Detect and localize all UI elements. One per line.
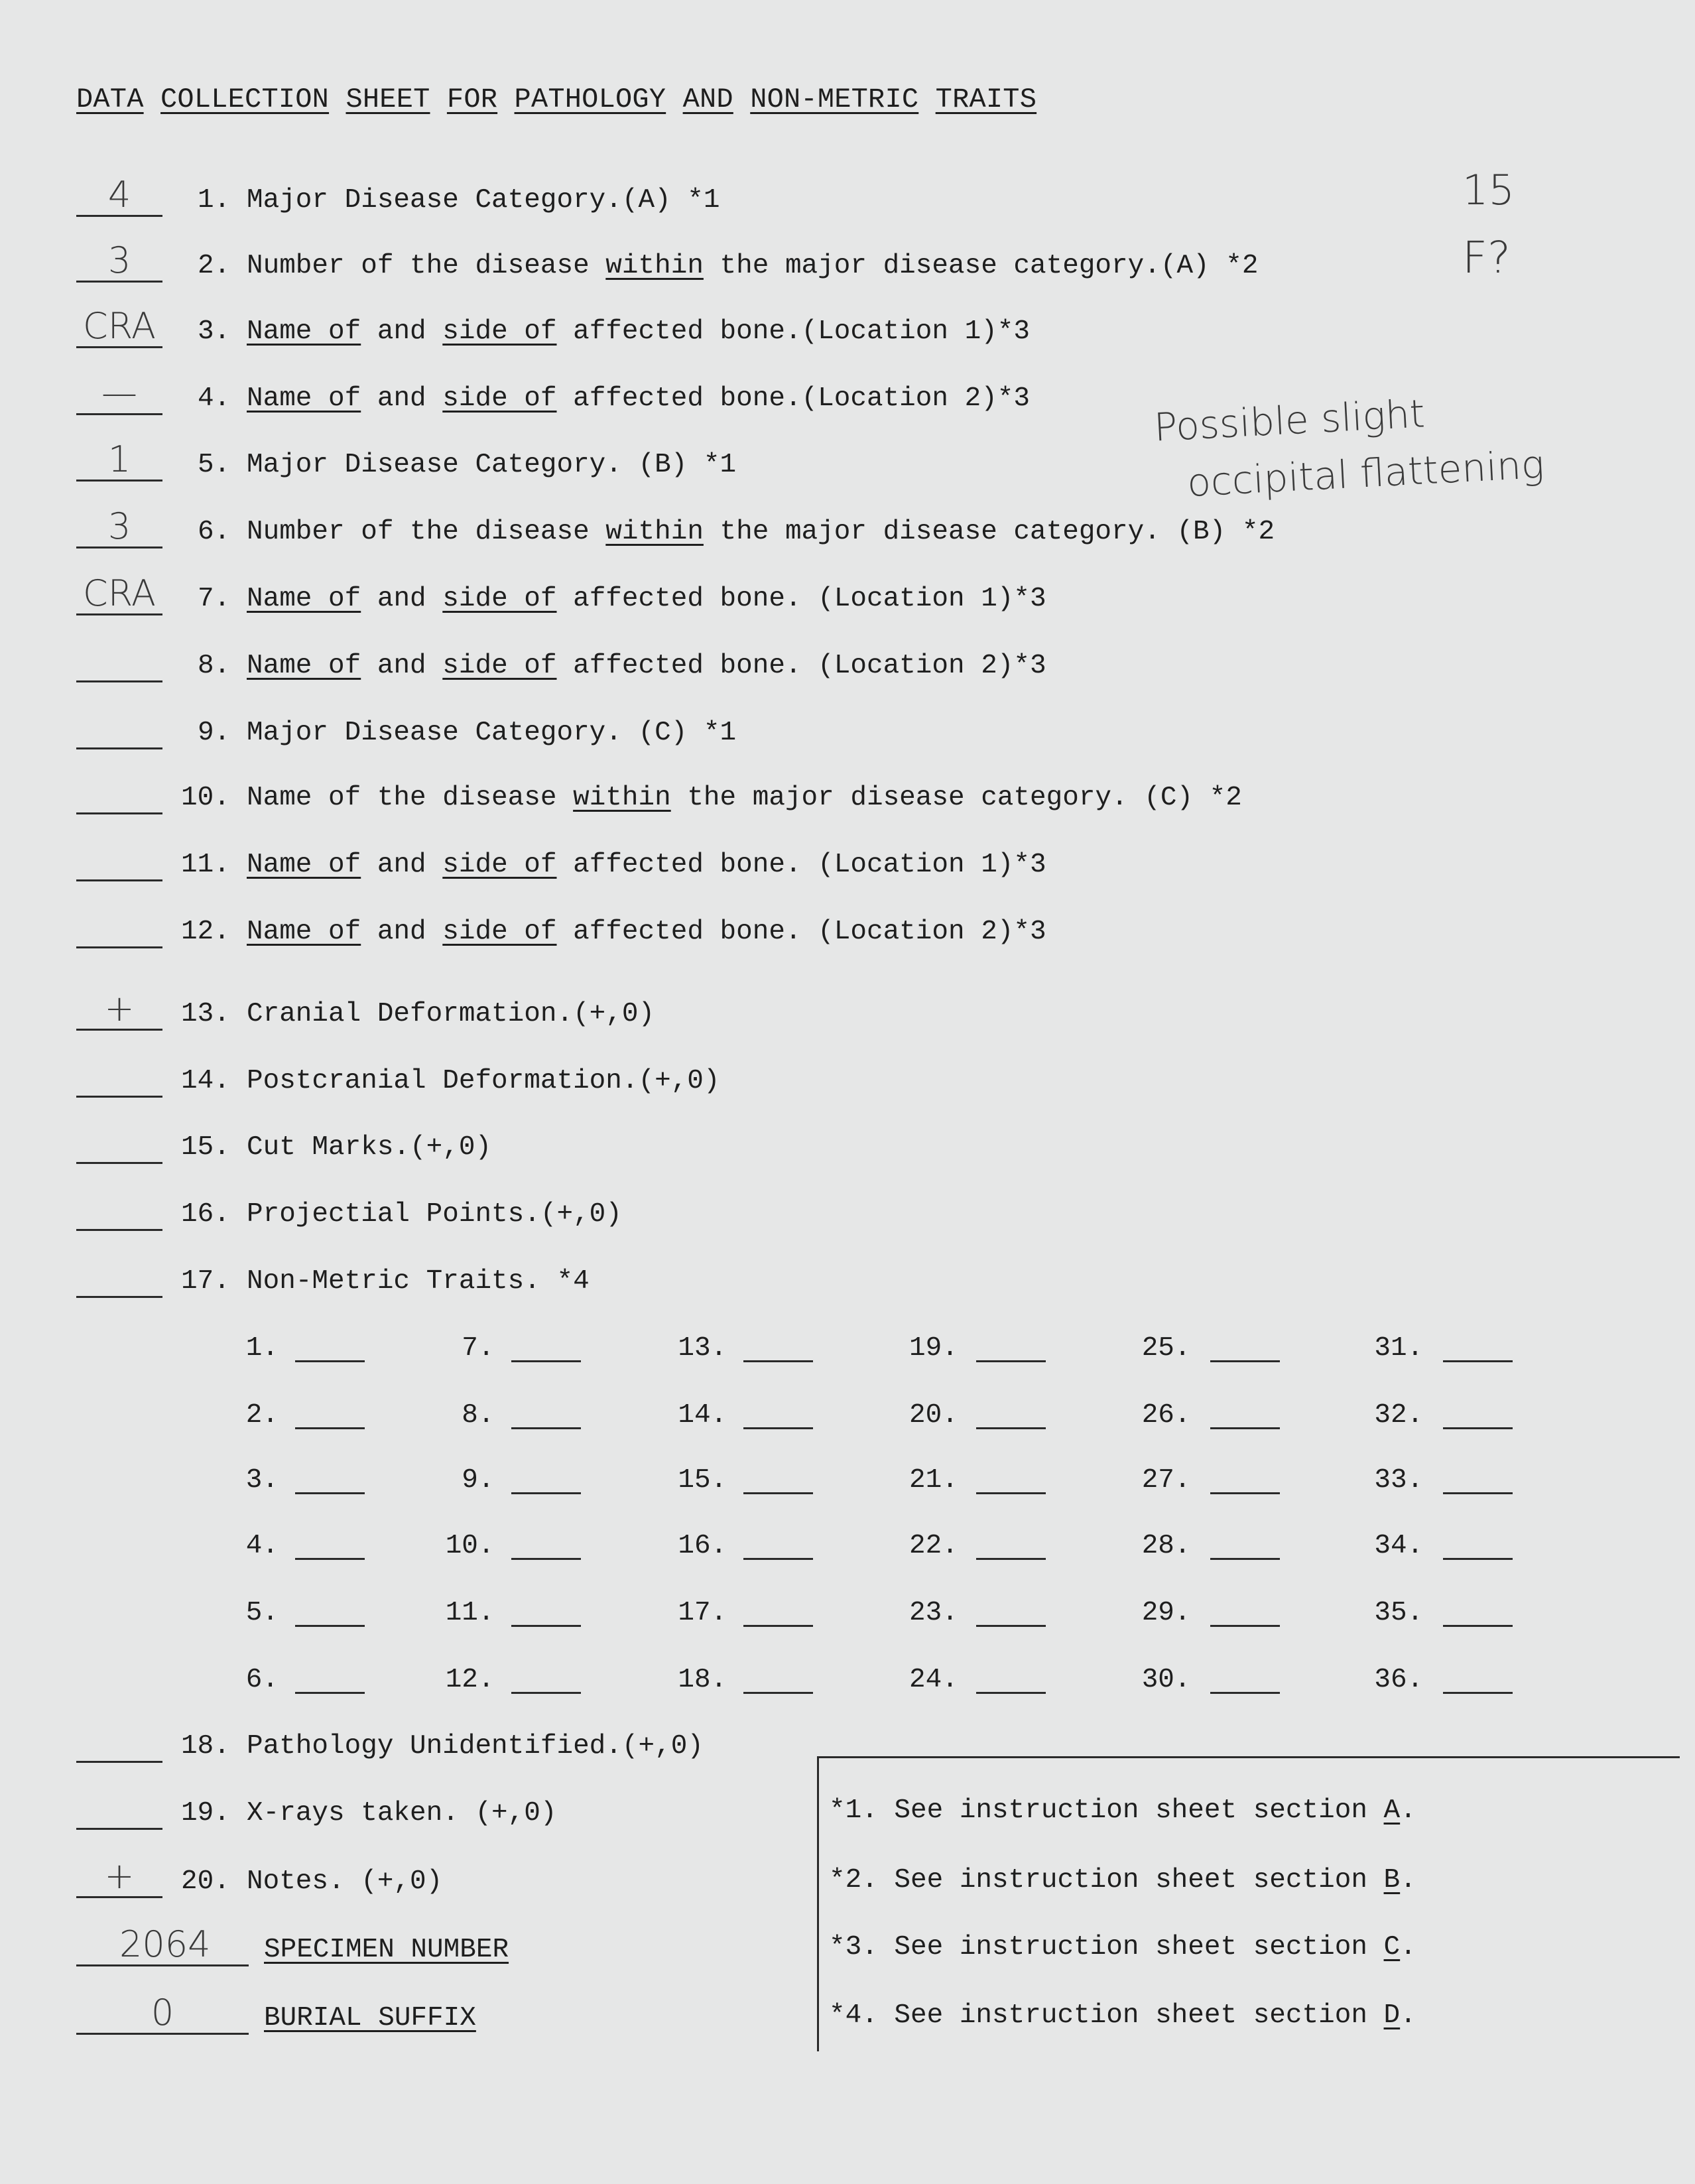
trait-number: 23.: [909, 1597, 958, 1628]
question-number: 6.: [198, 517, 231, 548]
trait-number: 24.: [909, 1664, 958, 1695]
footnote: [829, 1864, 1416, 1897]
question-number: 10.: [181, 783, 230, 814]
trait-24-blank[interactable]: [976, 1692, 1046, 1694]
question-number: 1.: [198, 185, 231, 216]
footnote-section: B: [1383, 1865, 1401, 1895]
question-number: 11.: [181, 850, 230, 881]
trait-36-blank[interactable]: [1443, 1692, 1513, 1694]
trait-6-blank[interactable]: [295, 1692, 365, 1694]
label-text: Major Disease Category. (C) *1: [247, 717, 737, 748]
question-number: 3.: [198, 316, 231, 347]
question-4-answer[interactable]: —: [101, 371, 137, 414]
footnote-end: .: [1400, 1865, 1416, 1895]
trait-4-blank[interactable]: [295, 1558, 365, 1560]
question-number: 13.: [181, 998, 230, 1029]
question-number: 4.: [198, 383, 231, 414]
trait-34-blank[interactable]: [1443, 1558, 1513, 1560]
footnote-end: .: [1400, 1931, 1416, 1962]
question-12-blank[interactable]: [76, 946, 162, 948]
footnote-text: *2. See instruction sheet section: [829, 1865, 1384, 1895]
trait-32-blank[interactable]: [1443, 1427, 1513, 1429]
question-label: [247, 848, 1046, 881]
label-text: and: [361, 850, 443, 881]
title-word: COLLECTION: [160, 84, 330, 115]
question-number: 19.: [181, 1798, 230, 1829]
question-1-answer[interactable]: 4: [107, 174, 131, 216]
question-label: [247, 1064, 720, 1098]
trait-number: 32.: [1374, 1399, 1424, 1431]
trait-number: 8.: [462, 1399, 495, 1431]
trait-9-blank[interactable]: [511, 1492, 581, 1494]
label-text: affected bone. (Location 1)*3: [556, 850, 1046, 881]
title-word: DATA: [76, 84, 144, 115]
question-label: [247, 1198, 622, 1231]
trait-29-blank[interactable]: [1210, 1625, 1280, 1627]
trait-1-blank[interactable]: [295, 1360, 365, 1362]
question-label: X-rays taken. (+,0): [247, 1798, 557, 1829]
question-9-blank[interactable]: [76, 747, 162, 749]
question-number: 17.: [181, 1266, 230, 1297]
underlined-term: side of: [442, 650, 557, 681]
footnote: [829, 1794, 1416, 1827]
title-word: TRAITS: [935, 84, 1037, 115]
trait-number: 15.: [678, 1465, 727, 1496]
trait-30-blank[interactable]: [1210, 1692, 1280, 1694]
question-14-blank[interactable]: [76, 1096, 162, 1098]
label-text: Non-Metric Traits. *4: [247, 1266, 590, 1297]
trait-35-blank[interactable]: [1443, 1625, 1513, 1627]
trait-12-blank[interactable]: [511, 1692, 581, 1694]
footnote-text: *1. See instruction sheet section: [829, 1795, 1384, 1826]
question-label: Notes. (+,0): [247, 1866, 443, 1897]
label-text: Postcranial Deformation.(+,0): [247, 1065, 720, 1096]
question-number: 2.: [198, 251, 231, 282]
question-number: 15.: [181, 1132, 230, 1163]
underlined-term: within: [605, 251, 704, 282]
question-20-answer[interactable]: +: [104, 1855, 135, 1897]
trait-31-blank[interactable]: [1443, 1360, 1513, 1362]
trait-14-blank[interactable]: [743, 1427, 813, 1429]
trait-number: 5.: [245, 1597, 279, 1628]
underlined-term: side of: [442, 916, 557, 947]
trait-number: 28.: [1141, 1531, 1191, 1561]
title-word: AND: [682, 84, 733, 115]
trait-number: 9.: [462, 1465, 495, 1496]
underlined-term: within: [573, 783, 671, 814]
label-text: the major disease category. (C) *2: [670, 783, 1242, 814]
trait-10-blank[interactable]: [511, 1558, 581, 1560]
underlined-term: side of: [442, 850, 557, 881]
title-word: NON-METRIC: [750, 84, 919, 115]
trait-number: 35.: [1374, 1597, 1424, 1628]
trait-15-blank[interactable]: [743, 1492, 813, 1494]
question-label: [247, 649, 1046, 682]
margin-note-line1: Possible slight: [1153, 391, 1426, 450]
trait-number: 1.: [245, 1332, 279, 1364]
trait-number: 2.: [245, 1399, 279, 1431]
question-number: 9.: [198, 717, 231, 748]
question-label: [247, 1265, 590, 1298]
trait-number: 31.: [1374, 1332, 1424, 1364]
question-label: [247, 382, 1030, 415]
footnote-end: .: [1400, 2000, 1416, 2031]
question-number: 7.: [198, 584, 231, 614]
trait-number: 14.: [678, 1399, 727, 1431]
question-19-blank[interactable]: [76, 1828, 162, 1830]
label-text: and: [361, 584, 443, 614]
trait-number: 6.: [245, 1664, 279, 1695]
underlined-term: Name of: [247, 316, 361, 347]
title-word: PATHOLOGY: [514, 84, 666, 115]
question-2-answer[interactable]: 3: [107, 239, 131, 282]
margin-note-sex: F?: [1462, 232, 1511, 283]
question-number: 18.: [181, 1731, 230, 1762]
question-number: 16.: [181, 1199, 230, 1230]
label-text: the major disease category.(A) *2: [703, 251, 1259, 282]
underlined-term: Name of: [247, 916, 361, 947]
label-text: the major disease category. (B) *2: [703, 517, 1275, 548]
footnote-end: .: [1400, 1795, 1416, 1826]
question-number: 20.: [181, 1866, 230, 1897]
trait-2-blank[interactable]: [295, 1427, 365, 1429]
trait-number: 13.: [678, 1332, 727, 1364]
label-text: Name of the disease: [247, 783, 574, 814]
footnote: [829, 1999, 1416, 2032]
question-18-blank[interactable]: [76, 1761, 162, 1763]
trait-11-blank[interactable]: [511, 1625, 581, 1627]
trait-3-blank[interactable]: [295, 1492, 365, 1494]
question-label: [247, 997, 655, 1031]
question-10-blank[interactable]: [76, 812, 162, 814]
label-text: affected bone. (Location 2)*3: [556, 916, 1046, 947]
label-text: affected bone. (Location 1)*3: [556, 584, 1046, 614]
underlined-term: side of: [442, 383, 557, 414]
underlined-term: Name of: [247, 383, 361, 414]
underlined-term: side of: [442, 316, 557, 347]
trait-number: 10.: [445, 1531, 495, 1561]
trait-number: 36.: [1374, 1664, 1424, 1695]
footnote-box-top-border: [818, 1756, 1680, 1758]
trait-23-blank[interactable]: [976, 1625, 1046, 1627]
label-text: Major Disease Category. (B) *1: [247, 450, 737, 481]
page-title: [76, 84, 1036, 115]
underlined-term: Name of: [247, 850, 361, 881]
trait-7-blank[interactable]: [511, 1360, 581, 1362]
trait-13-blank[interactable]: [743, 1360, 813, 1362]
footnote-section: D: [1383, 2000, 1401, 2031]
trait-number: 25.: [1141, 1332, 1191, 1364]
question-6-answer[interactable]: 3: [107, 505, 131, 548]
label-text: Major Disease Category.(A) *1: [247, 185, 720, 216]
question-label: [247, 515, 1275, 548]
trait-number: 7.: [462, 1332, 495, 1364]
trait-number: 19.: [909, 1332, 958, 1364]
footnote: [829, 1931, 1416, 1964]
underlined-term: side of: [442, 584, 557, 614]
underlined-term: Name of: [247, 584, 361, 614]
question-13-answer[interactable]: +: [104, 987, 135, 1029]
footnote-text: *3. See instruction sheet section: [829, 1931, 1384, 1962]
trait-16-blank[interactable]: [743, 1558, 813, 1560]
label-text: and: [361, 650, 443, 681]
trait-number: 22.: [909, 1531, 958, 1561]
burial-suffix-label: BURIAL SUFFIX: [264, 2002, 476, 2033]
trait-20-blank[interactable]: [976, 1427, 1046, 1429]
trait-number: 11.: [445, 1597, 495, 1628]
trait-number: 30.: [1141, 1664, 1191, 1695]
label-text: Cut Marks.(+,0): [247, 1132, 492, 1163]
question-label: [247, 315, 1030, 348]
label-text: affected bone.(Location 2)*3: [556, 383, 1031, 414]
specimen-number-answer[interactable]: 2064: [119, 1923, 211, 1965]
label-text: Number of the disease: [247, 251, 606, 282]
label-text: affected bone.(Location 1)*3: [556, 316, 1031, 347]
burial-suffix-answer[interactable]: 0: [151, 1991, 174, 2033]
question-label: [247, 448, 736, 482]
trait-21-blank[interactable]: [976, 1492, 1046, 1494]
underlined-term: within: [605, 517, 704, 548]
trait-number: 33.: [1374, 1465, 1424, 1496]
trait-8-blank[interactable]: [511, 1427, 581, 1429]
title-word: FOR: [446, 84, 498, 115]
question-label: [247, 249, 1258, 283]
question-number: 14.: [181, 1065, 230, 1096]
question-label: [247, 781, 1242, 814]
question-label: [247, 184, 720, 217]
trait-19-blank[interactable]: [976, 1360, 1046, 1362]
question-label: [247, 582, 1046, 615]
trait-22-blank[interactable]: [976, 1558, 1046, 1560]
trait-25-blank[interactable]: [1210, 1360, 1280, 1362]
footnote-section: A: [1383, 1795, 1401, 1826]
question-number: 12.: [181, 916, 230, 947]
trait-number: 4.: [245, 1531, 279, 1561]
question-label: Pathology Unidentified.(+,0): [247, 1731, 704, 1762]
trait-28-blank[interactable]: [1210, 1558, 1280, 1560]
underlined-term: Name of: [247, 650, 361, 681]
question-label: [247, 915, 1046, 948]
question-label: [247, 716, 736, 749]
trait-number: 34.: [1374, 1531, 1424, 1561]
footnote-box-left-border: [817, 1756, 819, 2051]
trait-number: 21.: [909, 1465, 958, 1496]
question-label: [247, 1131, 491, 1164]
margin-note-line2: occipital flattening: [1186, 441, 1546, 506]
question-17-blank[interactable]: [76, 1296, 162, 1298]
question-5-answer[interactable]: 1: [107, 438, 131, 481]
question-8-blank[interactable]: [76, 680, 162, 682]
question-number: 8.: [198, 650, 231, 681]
title-word: SHEET: [345, 84, 430, 115]
trait-number: 12.: [445, 1664, 495, 1695]
trait-number: 16.: [678, 1531, 727, 1561]
question-11-blank[interactable]: [76, 879, 162, 881]
label-text: Projectial Points.(+,0): [247, 1199, 622, 1230]
label-text: Cranial Deformation.(+,0): [247, 998, 655, 1029]
trait-27-blank[interactable]: [1210, 1492, 1280, 1494]
trait-number: 17.: [678, 1597, 727, 1628]
label-text: and: [361, 383, 443, 414]
footnote-text: *4. See instruction sheet section: [829, 2000, 1384, 2031]
trait-number: 26.: [1141, 1399, 1191, 1431]
specimen-number-label: SPECIMEN NUMBER: [264, 1935, 509, 1965]
trait-number: 3.: [245, 1465, 279, 1496]
trait-26-blank[interactable]: [1210, 1427, 1280, 1429]
question-number: 5.: [198, 450, 231, 481]
label-text: and: [361, 316, 443, 347]
trait-5-blank[interactable]: [295, 1625, 365, 1627]
question-16-blank[interactable]: [76, 1229, 162, 1231]
trait-number: 27.: [1141, 1465, 1191, 1496]
label-text: affected bone. (Location 2)*3: [556, 650, 1046, 681]
trait-33-blank[interactable]: [1443, 1492, 1513, 1494]
question-7-answer[interactable]: CRA: [83, 572, 156, 614]
question-3-answer[interactable]: CRA: [83, 304, 156, 347]
trait-number: 20.: [909, 1399, 958, 1431]
trait-17-blank[interactable]: [743, 1625, 813, 1627]
question-15-blank[interactable]: [76, 1162, 162, 1164]
margin-note-number: 15: [1462, 166, 1515, 214]
footnote-section: C: [1383, 1931, 1401, 1962]
trait-number: 29.: [1141, 1597, 1191, 1628]
label-text: Number of the disease: [247, 517, 606, 548]
label-text: and: [361, 916, 443, 947]
trait-18-blank[interactable]: [743, 1692, 813, 1694]
trait-number: 18.: [678, 1664, 727, 1695]
